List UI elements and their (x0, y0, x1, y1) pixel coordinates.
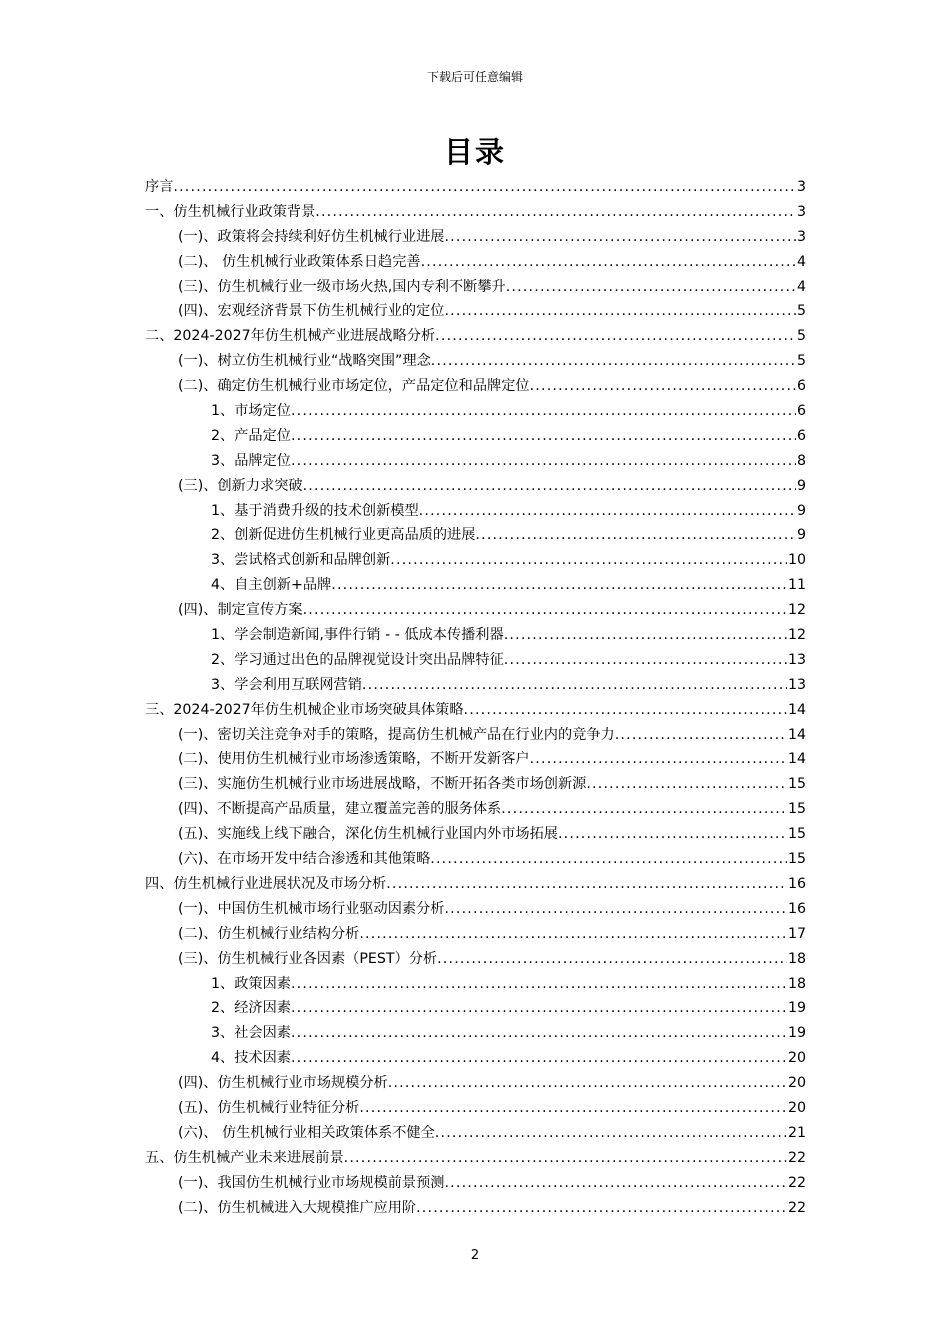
toc-entry-label: 2、产品定位 (211, 427, 291, 444)
toc-dot-leader (421, 250, 796, 275)
toc-entry-label: (二)、仿生机械行业结构分析 (178, 925, 360, 942)
toc-dot-leader (291, 399, 796, 424)
toc-entry-page: 14 (787, 701, 806, 718)
toc-dot-leader (362, 673, 787, 698)
toc-entry-page: 8 (796, 452, 806, 469)
page-header: 下载后可任意编辑 (426, 70, 523, 84)
toc-dot-leader (464, 698, 787, 723)
toc-entry[interactable] (145, 349, 806, 374)
page-title: 目录 (443, 135, 506, 169)
toc-dot-leader (504, 623, 787, 648)
toc-entry-label: 1、市场定位 (211, 403, 291, 420)
toc-entry-page: 15 (787, 801, 806, 818)
toc-entry-page: 6 (796, 427, 806, 444)
toc-entry[interactable] (145, 275, 806, 300)
toc-entry[interactable] (145, 499, 806, 524)
toc-entry-page: 13 (787, 676, 806, 693)
toc-entry-label: (一)、政策将会持续利好仿生机械行业进展 (178, 228, 445, 245)
toc-entry-label: 四、仿生机械行业进展状况及市场分析 (145, 875, 387, 892)
toc-entry[interactable] (145, 548, 806, 573)
toc-dot-leader (344, 1146, 787, 1171)
toc-entry[interactable] (145, 1096, 806, 1121)
toc-dot-leader (444, 299, 796, 324)
toc-entry-page: 19 (787, 1000, 806, 1017)
toc-entry[interactable] (145, 1021, 806, 1046)
toc-entry[interactable] (145, 623, 806, 648)
toc-entry-label: (四)、制定宣传方案 (178, 602, 303, 619)
toc-entry-page: 12 (787, 602, 806, 619)
toc-entry[interactable] (145, 250, 806, 275)
toc-entry[interactable] (145, 573, 806, 598)
toc-dot-leader (430, 847, 787, 872)
toc-entry-page: 5 (796, 353, 806, 370)
toc-entry[interactable] (145, 449, 806, 474)
toc-entry-label: 3、社会因素 (211, 1025, 291, 1042)
toc-entry-page: 11 (787, 577, 806, 594)
toc-entry-page: 5 (796, 328, 806, 345)
toc-dot-leader (435, 1121, 787, 1146)
toc-entry[interactable] (145, 399, 806, 424)
toc-dot-leader (173, 175, 796, 200)
toc-entry[interactable] (145, 1121, 806, 1146)
toc-entry-page: 14 (787, 751, 806, 768)
table-of-contents (145, 175, 806, 1220)
toc-dot-leader (444, 897, 786, 922)
toc-entry-page: 10 (787, 552, 806, 569)
toc-entry[interactable] (145, 175, 806, 200)
toc-dot-leader (359, 1096, 787, 1121)
toc-entry[interactable] (145, 847, 806, 872)
toc-dot-leader (558, 822, 787, 847)
toc-entry-page: 18 (787, 975, 806, 992)
toc-entry-label: 4、技术因素 (211, 1050, 291, 1067)
toc-entry-label: (二)、 仿生机械行业政策体系日趋完善 (178, 253, 421, 270)
toc-entry-label: (四)、不断提高产品质量，建立覆盖完善的服务体系 (178, 801, 502, 818)
toc-entry-label: (六)、在市场开发中结合渗透和其他策略 (178, 851, 431, 868)
toc-dot-leader (435, 324, 796, 349)
toc-entry-label: (六)、 仿生机械行业相关政策体系不健全 (178, 1124, 435, 1141)
toc-dot-leader (291, 1021, 787, 1046)
toc-entry-page: 17 (787, 925, 806, 942)
toc-entry-label: (一)、密切关注竞争对手的策略，提高仿生机械产品在行业内的竞争力 (178, 726, 615, 743)
toc-entry-label: (一)、树立仿生机械行业“战略突围”理念 (178, 353, 431, 370)
toc-entry[interactable] (145, 1196, 806, 1221)
toc-dot-leader (291, 996, 787, 1021)
toc-entry-page: 15 (787, 826, 806, 843)
toc-entry[interactable] (145, 1071, 806, 1096)
toc-entry[interactable] (145, 673, 806, 698)
toc-dot-leader (530, 374, 796, 399)
toc-entry-page: 15 (787, 776, 806, 793)
toc-entry-page: 22 (787, 1149, 806, 1166)
toc-entry[interactable] (145, 523, 806, 548)
toc-dot-leader (586, 772, 787, 797)
toc-entry-label: 2、创新促进仿生机械行业更高品质的进展 (211, 527, 476, 544)
toc-entry-label: (四)、仿生机械行业市场规模分析 (178, 1075, 388, 1092)
toc-entry[interactable] (145, 374, 806, 399)
toc-dot-leader (291, 449, 796, 474)
toc-entry-page: 20 (787, 1099, 806, 1116)
toc-entry-label: (二)、确定仿生机械行业市场定位，产品定位和品牌定位 (178, 378, 530, 395)
toc-entry-label: 一、仿生机械行业政策背景 (145, 203, 316, 220)
toc-entry[interactable] (145, 474, 806, 499)
toc-entry-page: 3 (796, 179, 806, 195)
toc-entry-page: 22 (787, 1174, 806, 1191)
toc-entry-label: 3、尝试格式创新和品牌创新 (211, 552, 391, 569)
toc-entry-page: 3 (796, 228, 806, 245)
toc-entry[interactable] (145, 797, 806, 822)
toc-entry[interactable] (145, 723, 806, 748)
toc-entry-label: 2、学习通过出色的品牌视觉设计突出品牌特征 (211, 651, 504, 668)
toc-dot-leader (390, 548, 787, 573)
toc-entry-label: 序言 (145, 179, 174, 195)
toc-entry-label: (三)、实施仿生机械行业市场进展战略，不断开拓各类市场创新源 (178, 776, 587, 793)
toc-dot-leader (504, 648, 787, 673)
toc-dot-leader (437, 947, 787, 972)
toc-entry-page: 6 (796, 403, 806, 420)
toc-entry-label: 4、自主创新+品牌 (211, 577, 332, 594)
toc-entry-page: 15 (787, 851, 806, 868)
toc-entry-page: 21 (787, 1124, 806, 1141)
toc-entry[interactable] (145, 947, 806, 972)
toc-entry-label: 1、基于消费升级的技术创新模型 (211, 502, 419, 519)
toc-entry[interactable] (145, 225, 806, 250)
toc-entry-page: 6 (796, 378, 806, 395)
toc-dot-leader (416, 1196, 787, 1221)
toc-entry-page: 16 (787, 875, 806, 892)
toc-entry-label: 三、2024-2027年仿生机械企业市场突破具体策略 (145, 701, 464, 718)
toc-entry-page: 9 (796, 527, 806, 544)
toc-dot-leader (615, 723, 787, 748)
toc-entry-page: 3 (796, 203, 806, 220)
toc-entry-label: (三)、仿生机械行业一级市场火热,国内专利不断攀升 (178, 278, 506, 295)
toc-entry[interactable] (145, 324, 806, 349)
toc-entry-label: 五、仿生机械产业未来进展前景 (145, 1149, 344, 1166)
toc-entry-label: (三)、创新力求突破 (178, 477, 303, 494)
toc-entry[interactable] (145, 872, 806, 897)
toc-entry-page: 13 (787, 651, 806, 668)
toc-entry-label: (五)、实施线上线下融合，深化仿生机械行业国内外市场拓展 (178, 826, 558, 843)
toc-dot-leader (444, 225, 796, 250)
toc-entry[interactable] (145, 598, 806, 623)
toc-entry-label: (四)、宏观经济背景下仿生机械行业的定位 (178, 303, 445, 320)
toc-entry[interactable] (145, 1046, 806, 1071)
toc-dot-leader (359, 922, 787, 947)
toc-entry-page: 14 (787, 726, 806, 743)
page-number: 2 (470, 1248, 480, 1263)
toc-entry[interactable] (145, 897, 806, 922)
toc-dot-leader (501, 797, 787, 822)
toc-entry[interactable] (145, 424, 806, 449)
toc-entry-page: 19 (787, 1025, 806, 1042)
toc-entry-label: (一)、我国仿生机械行业市场规模前景预测 (178, 1174, 445, 1191)
toc-entry-page: 4 (796, 253, 806, 270)
toc-entry[interactable] (145, 1146, 806, 1171)
toc-entry-label: 3、学会利用互联网营销 (211, 676, 362, 693)
toc-entry[interactable] (145, 648, 806, 673)
toc-entry-label: 2、经济因素 (211, 1000, 291, 1017)
toc-entry-page: 20 (787, 1075, 806, 1092)
toc-dot-leader (303, 598, 787, 623)
toc-entry[interactable] (145, 772, 806, 797)
toc-entry-label: (五)、仿生机械行业特征分析 (178, 1099, 360, 1116)
toc-dot-leader (331, 573, 787, 598)
toc-dot-leader (530, 747, 787, 772)
toc-entry-page: 9 (796, 477, 806, 494)
toc-entry-page: 16 (787, 900, 806, 917)
toc-dot-leader (291, 1046, 787, 1071)
toc-entry-label: 1、政策因素 (211, 975, 291, 992)
toc-entry-page: 12 (787, 627, 806, 644)
toc-entry-page: 20 (787, 1050, 806, 1067)
toc-dot-leader (431, 349, 796, 374)
toc-dot-leader (291, 972, 787, 997)
toc-entry[interactable] (145, 972, 806, 997)
toc-entry-page: 4 (796, 278, 806, 295)
toc-entry-label: (二)、仿生机械进入大规模推广应用阶 (178, 1199, 417, 1216)
toc-entry-label: 1、学会制造新闻,事件行销 - - 低成本传播利器 (211, 627, 504, 644)
toc-entry[interactable] (145, 922, 806, 947)
toc-entry[interactable] (145, 822, 806, 847)
toc-dot-leader (386, 872, 787, 897)
toc-dot-leader (291, 424, 796, 449)
toc-entry[interactable] (145, 996, 806, 1021)
toc-dot-leader (444, 1171, 786, 1196)
toc-entry[interactable] (145, 299, 806, 324)
toc-entry-label: (一)、中国仿生机械市场行业驱动因素分析 (178, 900, 445, 917)
toc-entry-page: 18 (787, 950, 806, 967)
toc-entry[interactable] (145, 747, 806, 772)
toc-entry-label: (二)、使用仿生机械行业市场渗透策略，不断开发新客户 (178, 751, 530, 768)
toc-entry-label: 3、品牌定位 (211, 452, 291, 469)
toc-entry-page: 5 (796, 303, 806, 320)
toc-entry-label: (三)、仿生机械行业各因素（PEST）分析 (178, 950, 438, 967)
toc-entry[interactable] (145, 200, 806, 225)
toc-dot-leader (303, 474, 796, 499)
toc-entry-page: 22 (787, 1199, 806, 1216)
toc-entry[interactable] (145, 1171, 806, 1196)
toc-entry-label: 二、2024-2027年仿生机械产业进展战略分析 (145, 328, 436, 345)
toc-dot-leader (506, 275, 796, 300)
toc-dot-leader (315, 200, 796, 225)
toc-entry[interactable] (145, 698, 806, 723)
toc-dot-leader (388, 1071, 787, 1096)
toc-dot-leader (475, 523, 796, 548)
toc-dot-leader (419, 499, 796, 524)
toc-entry-page: 9 (796, 502, 806, 519)
